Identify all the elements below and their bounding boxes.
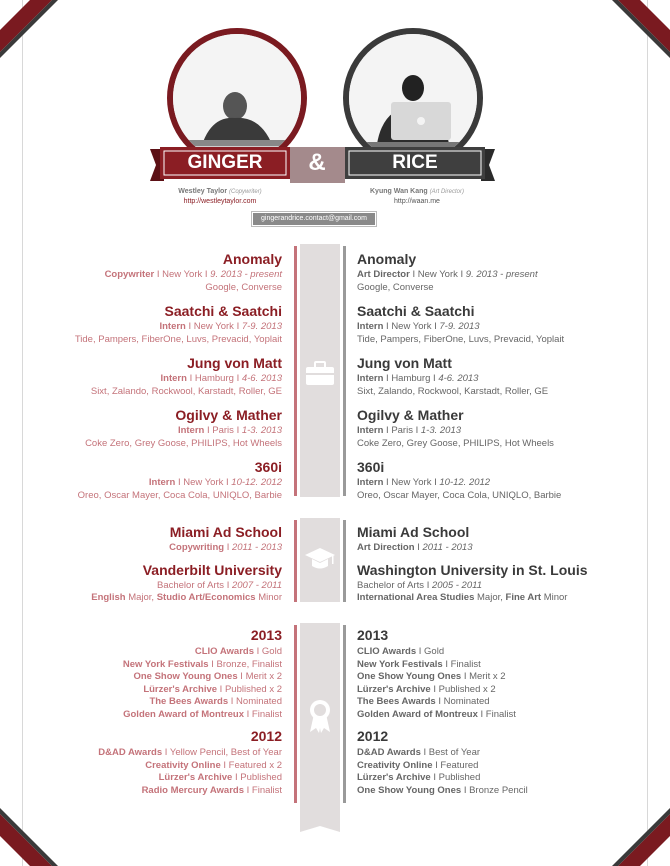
text-fragment: The Bees Awards	[149, 696, 229, 707]
text-fragment: Best of Year	[428, 747, 481, 758]
text-fragment: Kyung Wan Kang	[370, 188, 428, 195]
text-fragment: I	[204, 269, 208, 280]
text-fragment: 4-6. 2013	[438, 373, 479, 384]
rice-experience	[357, 250, 617, 502]
text-fragment: Intern	[160, 373, 187, 384]
text-fragment: Minor	[543, 592, 568, 603]
text-fragment: I	[415, 425, 419, 436]
text-fragment: I	[433, 683, 436, 695]
text-fragment: I	[219, 683, 223, 695]
text-fragment: Major,	[477, 592, 503, 603]
text-fragment: Hamburg	[391, 373, 431, 384]
text-fragment: I	[177, 477, 181, 488]
text-fragment: Bachelor of Arts	[357, 579, 425, 591]
award-line	[60, 659, 282, 672]
award-line	[357, 772, 617, 785]
text-fragment: Gold	[424, 646, 445, 657]
text-fragment: Oreo, Oscar Mayer, Coca Cola, UNIQLO, Barbie	[77, 489, 282, 501]
ginger-job-3	[60, 354, 282, 398]
text-fragment: I	[480, 708, 484, 720]
text-fragment: I	[426, 579, 430, 591]
left-exp-bar	[294, 246, 297, 496]
text-fragment: I	[386, 425, 389, 436]
text-fragment: 7-9. 2013	[241, 321, 282, 332]
text-fragment: 2007 - 2011	[231, 579, 282, 591]
text-fragment: I	[236, 373, 240, 384]
text-fragment: I	[418, 646, 422, 657]
text-fragment: I	[417, 542, 420, 553]
text-fragment: I	[246, 784, 250, 796]
text-fragment: I	[463, 784, 467, 796]
text-fragment: I	[234, 772, 238, 783]
school-name: Washington University in St. Louis	[357, 561, 588, 578]
text-fragment: I	[211, 658, 214, 670]
text-fragment: I	[206, 425, 210, 436]
company-name: Saatchi & Saatchi	[357, 303, 475, 319]
text-fragment: One Show Young Ones	[133, 671, 238, 682]
text-fragment: I	[226, 542, 230, 553]
ginger-education	[60, 523, 282, 605]
award-year: 2012	[250, 728, 282, 744]
ginger-job-2	[60, 302, 282, 346]
text-fragment: Intern	[357, 477, 384, 488]
text-fragment: Finalist	[251, 708, 282, 720]
text-fragment: One Show Young Ones	[357, 784, 462, 796]
text-fragment: Golden Award of Montreux	[123, 708, 244, 720]
text-fragment: Intern	[159, 321, 186, 332]
rice-job-3	[357, 354, 617, 398]
text-fragment: Bachelor of Arts	[157, 579, 225, 591]
company-name: 360i	[254, 459, 282, 475]
award-line	[357, 760, 617, 773]
ginger-job-5	[60, 458, 282, 502]
text-fragment: Published x 2	[224, 683, 282, 695]
text-fragment: I	[240, 671, 243, 682]
text-fragment: Finalist	[485, 708, 516, 720]
text-fragment: Creativity Online	[145, 759, 221, 771]
text-fragment: I	[189, 373, 193, 384]
text-fragment: I	[226, 477, 229, 488]
ampersand: &	[308, 149, 326, 176]
text-fragment: I	[386, 321, 389, 332]
text-fragment: Golden Award of Montreux	[357, 708, 478, 720]
rice-contact	[352, 187, 482, 207]
company-name: Ogilvy & Mather	[357, 407, 464, 423]
graduation-cap-icon	[304, 546, 336, 572]
text-fragment: Yellow Pencil, Best of Year	[169, 747, 282, 758]
text-fragment: Google, Converse	[357, 281, 434, 293]
school-name: Vanderbilt University	[142, 561, 282, 578]
text-fragment: Published x 2	[438, 683, 496, 695]
text-fragment: Bronze Pencil	[469, 784, 528, 796]
award-line	[60, 785, 282, 798]
rice-awards	[357, 626, 617, 797]
text-fragment: New York	[193, 321, 234, 332]
text-fragment: Intern	[357, 373, 384, 384]
text-fragment: Finalist	[450, 658, 481, 670]
text-fragment: I	[423, 747, 427, 758]
text-fragment: Finalist	[251, 784, 282, 796]
text-fragment: Lürzer's Archive	[357, 683, 431, 695]
award-line	[357, 785, 617, 798]
text-fragment: I	[460, 269, 464, 280]
left-edu-bar	[294, 520, 297, 602]
text-fragment: D&AD Awards	[98, 747, 163, 758]
text-fragment: Published	[438, 772, 481, 783]
award-line	[357, 747, 617, 760]
text-fragment: Hamburg	[194, 373, 234, 384]
text-fragment: Published	[240, 772, 282, 783]
text-fragment: I	[386, 373, 389, 384]
ginger-contact	[150, 187, 290, 207]
text-fragment: 2005 - 2011	[431, 579, 482, 591]
text-fragment: I	[433, 772, 436, 783]
text-fragment: Google, Converse	[205, 281, 282, 293]
text-fragment: I	[188, 321, 192, 332]
rice-title: RICE	[392, 152, 438, 173]
award-line	[60, 709, 282, 722]
briefcase-icon	[304, 361, 336, 387]
text-fragment: I	[230, 696, 234, 707]
text-fragment: Tide, Pampers, FiberOne, Luvs, Prevacid, Yoplait	[74, 333, 282, 345]
text-fragment: 2011 - 2013	[422, 542, 473, 553]
text-fragment: I	[246, 708, 250, 720]
text-fragment: Coke Zero, Grey Goose, PHILIPS, Hot Wheels	[85, 437, 282, 449]
left-awards-bar	[294, 625, 297, 803]
school-name: Miami Ad School	[357, 524, 470, 540]
company-name: 360i	[357, 459, 385, 475]
text-fragment: 9. 2013 - present	[465, 269, 538, 280]
rice-education	[357, 523, 617, 605]
rice-job-4	[357, 406, 617, 450]
text-fragment: Gold	[261, 646, 282, 657]
text-fragment: Nominated	[443, 696, 490, 707]
ginger-title: GINGER	[187, 152, 263, 173]
text-fragment: Oreo, Oscar Mayer, Coca Cola, UNIQLO, Barbie	[357, 489, 562, 501]
company-name: Anomaly	[357, 251, 417, 267]
company-name: Ogilvy & Mather	[175, 407, 282, 423]
text-fragment: (Copywriter)	[229, 189, 262, 195]
text-fragment: Studio Art/Economics	[156, 592, 256, 603]
text-fragment: New York Festivals	[357, 658, 443, 670]
text-fragment: (Art Director)	[429, 189, 464, 195]
text-fragment: Radio Mercury Awards	[141, 784, 244, 796]
award-line	[60, 684, 282, 697]
text-fragment: Tide, Pampers, FiberOne, Luvs, Prevacid, Yoplait	[357, 333, 565, 345]
text-fragment: New York Festivals	[122, 658, 209, 670]
text-fragment: I	[256, 646, 260, 657]
text-fragment: The Bees Awards	[357, 696, 436, 707]
text-fragment: 4-6. 2013	[241, 373, 282, 384]
text-fragment: Fine Art	[505, 592, 542, 603]
text-fragment: I	[226, 579, 230, 591]
award-line	[357, 659, 617, 672]
award-line	[357, 709, 617, 722]
text-fragment: D&AD Awards	[357, 747, 421, 758]
text-fragment: 10-12. 2012	[439, 477, 491, 488]
award-line	[60, 646, 282, 659]
text-fragment: New York	[183, 477, 224, 488]
award-year: 2013	[357, 627, 389, 643]
text-fragment: Copywriting	[169, 542, 225, 553]
text-fragment: I	[386, 477, 389, 488]
award-year: 2012	[357, 728, 389, 744]
text-fragment: I	[434, 477, 437, 488]
text-fragment: New York	[391, 321, 432, 332]
text-fragment: Lürzer's Archive	[158, 772, 233, 783]
text-fragment: I	[236, 321, 240, 332]
award-line	[357, 696, 617, 709]
text-fragment: I	[463, 671, 467, 682]
ginger-job-1	[60, 250, 282, 294]
text-fragment: 10-12. 2012	[231, 477, 282, 488]
text-fragment: Lürzer's Archive	[357, 772, 431, 783]
rice-job-2	[357, 302, 617, 346]
award-year: 2013	[250, 627, 282, 643]
right-exp-bar	[343, 246, 346, 496]
right-awards-bar	[343, 625, 346, 803]
rice-website-link[interactable]: http://waan.me	[394, 198, 440, 205]
company-name: Anomaly	[222, 251, 282, 267]
text-fragment: 9. 2013 - present	[210, 269, 282, 280]
text-fragment: New York	[162, 269, 203, 280]
rice-job-5	[357, 458, 617, 502]
ginger-website-link[interactable]: http://westleytaylor.com	[183, 198, 257, 205]
award-line	[60, 671, 282, 684]
award-line	[357, 684, 617, 697]
award-line	[60, 747, 282, 760]
text-fragment: Copywriter	[104, 269, 155, 280]
text-fragment: I	[435, 759, 438, 771]
text-fragment: I	[156, 269, 160, 280]
rice-job-1	[357, 250, 617, 294]
text-fragment: 1-3. 2013	[241, 425, 282, 436]
award-line	[60, 696, 282, 709]
spine-tail	[300, 822, 340, 834]
company-name: Jung von Matt	[187, 355, 282, 371]
text-fragment: Westley Taylor	[178, 188, 228, 195]
text-fragment: Sixt, Zalando, Rockwool, Karstadt, Roller, GE	[90, 385, 282, 397]
text-fragment: I	[164, 747, 168, 758]
text-fragment: Paris	[391, 425, 413, 436]
text-fragment: Lürzer's Archive	[143, 683, 218, 695]
company-name: Jung von Matt	[357, 355, 452, 371]
ginger-job-4	[60, 406, 282, 450]
ginger-awards	[60, 626, 282, 797]
text-fragment: Intern	[148, 477, 176, 488]
text-fragment: Minor	[258, 592, 282, 603]
text-fragment: One Show Young Ones	[357, 671, 462, 682]
award-line	[60, 772, 282, 785]
award-line	[357, 646, 617, 659]
text-fragment: I	[434, 321, 437, 332]
text-fragment: I	[236, 425, 240, 436]
text-fragment: International Area Studies	[357, 592, 475, 603]
text-fragment: Intern	[357, 425, 384, 436]
text-fragment: Featured x 2	[228, 759, 282, 771]
text-fragment: CLIO Awards	[357, 646, 417, 657]
text-fragment: Paris	[212, 425, 234, 436]
text-fragment: I	[412, 269, 416, 280]
text-fragment: CLIO Awards	[194, 646, 254, 657]
text-fragment: Merit x 2	[245, 671, 282, 682]
text-fragment: Sixt, Zalando, Rockwool, Karstadt, Roller, GE	[357, 385, 549, 397]
text-fragment: Featured	[440, 759, 479, 771]
email-badge[interactable]: gingerandrice.contact@gmail.com	[253, 213, 375, 225]
school-name: Miami Ad School	[169, 524, 282, 540]
text-fragment: Intern	[177, 425, 205, 436]
text-fragment: 1-3. 2013	[420, 425, 462, 436]
award-line	[357, 671, 617, 684]
text-fragment: Bronze, Finalist	[216, 658, 282, 670]
text-fragment: I	[445, 658, 448, 670]
text-fragment: Creativity Online	[357, 759, 433, 771]
company-name: Saatchi & Saatchi	[164, 303, 282, 319]
text-fragment: 2011 - 2013	[231, 542, 282, 553]
award-line	[60, 760, 282, 773]
text-fragment: Merit x 2	[469, 671, 506, 682]
text-fragment: Art Director	[357, 269, 410, 280]
text-fragment: Nominated	[236, 696, 282, 707]
text-fragment: Coke Zero, Grey Goose, PHILIPS, Hot Wheels	[357, 437, 554, 449]
award-ribbon-icon	[306, 698, 334, 734]
text-fragment: Art Direction	[357, 542, 415, 553]
text-fragment: New York	[417, 269, 458, 280]
text-fragment: Major,	[128, 592, 155, 603]
text-fragment: I	[433, 373, 436, 384]
text-fragment: Intern	[357, 321, 384, 332]
text-fragment: English	[91, 592, 126, 603]
text-fragment: I	[223, 759, 227, 771]
ginger-experience	[60, 250, 282, 502]
right-edu-bar	[343, 520, 346, 602]
text-fragment: New York	[391, 477, 432, 488]
text-fragment: I	[438, 696, 441, 707]
text-fragment: 7-9. 2013	[439, 321, 480, 332]
